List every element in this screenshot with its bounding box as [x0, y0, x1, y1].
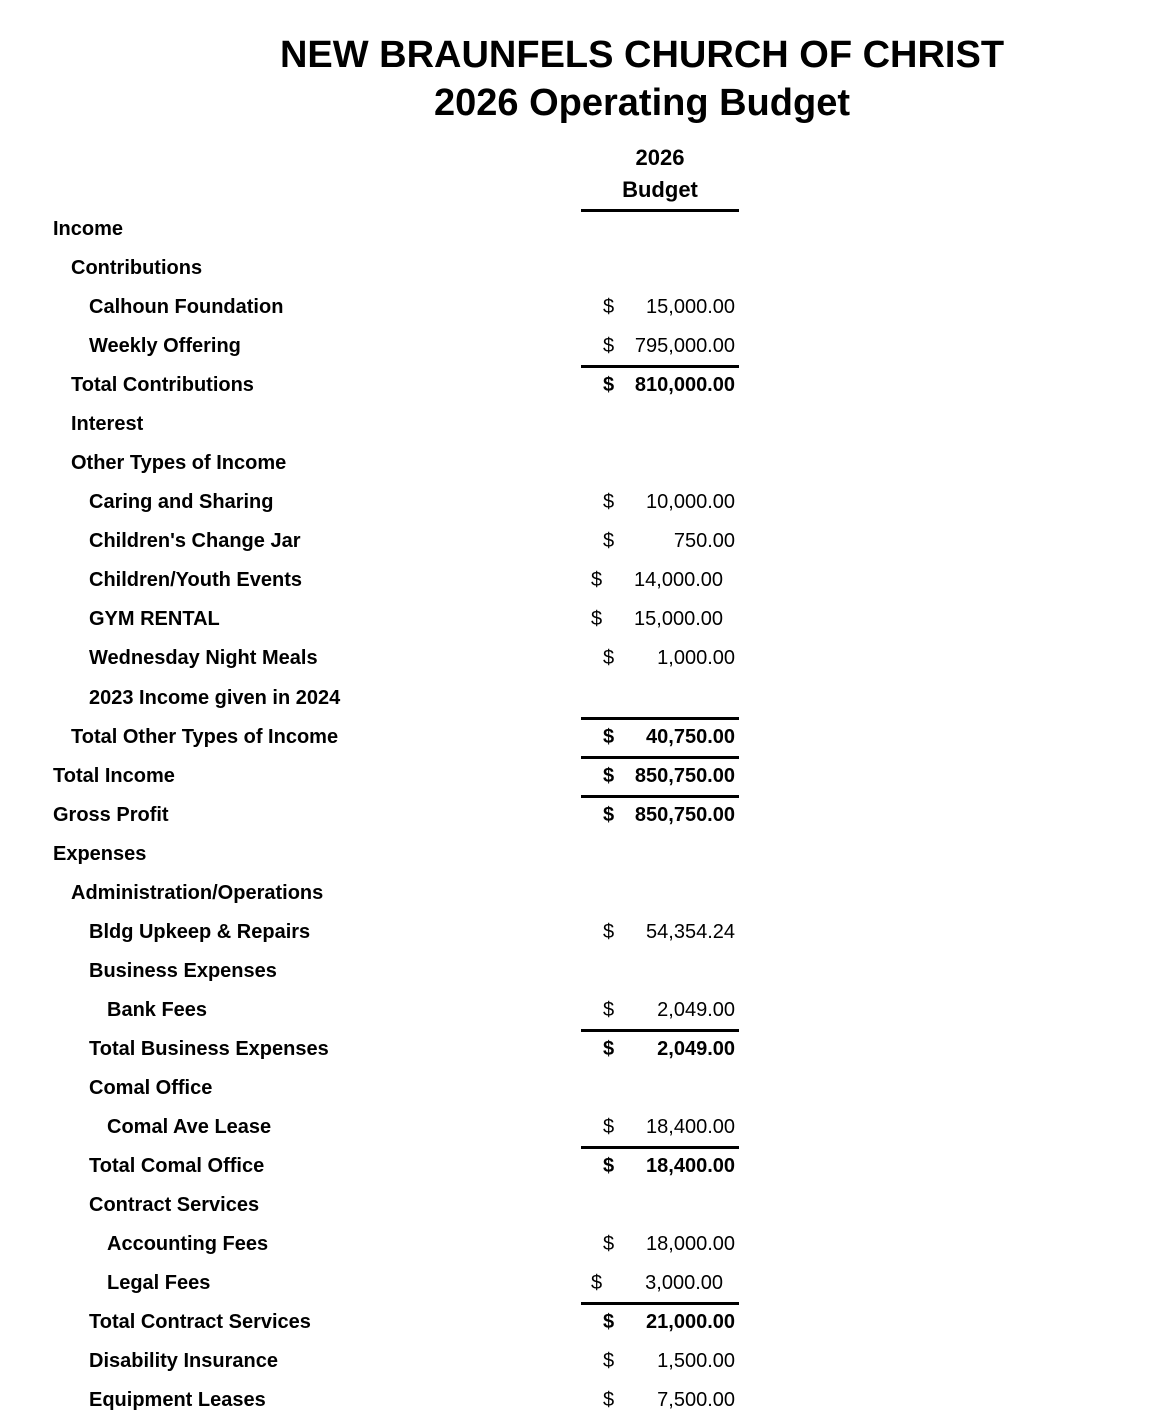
row-label: Other Types of Income — [71, 452, 287, 474]
column-header-year: 2026 — [635, 145, 685, 170]
row-label: Total Other Types of Income — [71, 726, 339, 748]
table-row — [0, 450, 760, 489]
row-label: Expenses — [53, 843, 147, 865]
row-label: Administration/Operations — [71, 882, 324, 904]
row-label: Children's Change Jar — [89, 530, 301, 552]
row-label: Bldg Upkeep & Repairs — [89, 921, 311, 943]
total-rule — [581, 1302, 739, 1305]
column-header-rule — [581, 209, 739, 212]
table-row-total: Total Comal Office $ 18,400.00 — [0, 1153, 760, 1192]
total-rule — [581, 717, 739, 720]
table-row-total: Total Other Types of Income $ 40,750.00 — [0, 724, 760, 763]
row-label: Equipment Leases — [89, 1389, 266, 1411]
table-row — [0, 958, 760, 997]
row-label: Interest — [71, 413, 144, 435]
table-row: Caring and Sharing $ 10,000.00 — [89, 491, 735, 513]
table-row-total: Total Contract Services $ 21,000.00 — [0, 1309, 760, 1348]
row-label: Calhoun Foundation — [89, 296, 284, 318]
table-row: Calhoun Foundation $ 15,000.00 — [89, 296, 735, 318]
table-row — [0, 255, 760, 294]
row-label: Contract Services — [89, 1194, 260, 1216]
table-row — [0, 411, 760, 450]
table-row: Bldg Upkeep & Repairs $ 54,354.24 — [89, 921, 735, 943]
total-rule — [581, 1029, 739, 1032]
row-label: Legal Fees — [107, 1272, 211, 1294]
table-row: Wednesday Night Meals $ 1,000.00 — [89, 647, 735, 669]
table-row: GYM RENTAL $ 15,000.00 — [89, 608, 723, 630]
row-label: Comal Office — [89, 1077, 213, 1099]
row-label: Total Contract Services — [89, 1311, 311, 1333]
table-row: Bank Fees $ 2,049.00 — [107, 999, 735, 1021]
total-rule — [581, 365, 739, 368]
row-label: Children/Youth Events — [89, 569, 302, 591]
row-label: GYM RENTAL — [89, 608, 220, 630]
row-label: Total Contributions — [71, 374, 254, 396]
row-label: Total Income — [53, 765, 175, 787]
table-row — [0, 880, 760, 919]
row-label: Business Expenses — [89, 960, 277, 982]
table-row-total: Gross Profit $ 850,750.00 — [0, 802, 760, 841]
total-rule — [581, 756, 739, 759]
table-row — [0, 1192, 760, 1231]
table-row — [0, 216, 760, 255]
row-label: Income — [53, 218, 124, 240]
table-row — [0, 841, 760, 880]
table-row — [0, 1075, 760, 1114]
row-label: Wednesday Night Meals — [89, 647, 318, 669]
row-label: Gross Profit — [53, 804, 169, 826]
row-label: Total Comal Office — [89, 1155, 265, 1177]
table-row-total: Total Income $ 850,750.00 — [0, 763, 760, 802]
table-row: Weekly Offering $ 795,000.00 — [89, 335, 735, 357]
column-header-budget: Budget — [622, 177, 698, 202]
table-row: Equipment Leases $ 7,500.00 — [89, 1389, 735, 1411]
organization-title: NEW BRAUNFELS CHURCH OF CHRIST — [279, 34, 1005, 76]
total-rule — [581, 795, 739, 798]
row-label: Bank Fees — [107, 999, 208, 1021]
table-row-total: Total Business Expenses $ 2,049.00 — [0, 1036, 760, 1075]
table-row: Legal Fees $ 3,000.00 — [107, 1272, 723, 1294]
row-label: Comal Ave Lease — [107, 1116, 272, 1138]
table-row: Disability Insurance $ 1,500.00 — [89, 1350, 735, 1372]
row-label: Disability Insurance — [89, 1350, 278, 1372]
table-row: Accounting Fees $ 18,000.00 — [107, 1233, 735, 1255]
table-row: Children's Change Jar $ 750.00 — [89, 530, 735, 552]
row-label: Caring and Sharing — [89, 491, 274, 513]
row-label: Weekly Offering — [89, 335, 241, 357]
total-rule — [581, 1146, 739, 1149]
row-label: Contributions — [71, 257, 203, 279]
document-title: 2026 Operating Budget — [434, 82, 850, 124]
table-row: Children/Youth Events $ 14,000.00 — [89, 569, 723, 591]
row-label: Accounting Fees — [107, 1233, 269, 1255]
table-row-total: Total Contributions $ 810,000.00 — [0, 372, 760, 411]
table-row: Comal Ave Lease $ 18,400.00 — [107, 1116, 735, 1138]
row-label: Total Business Expenses — [89, 1038, 329, 1060]
row-label: 2023 Income given in 2024 — [89, 687, 341, 709]
